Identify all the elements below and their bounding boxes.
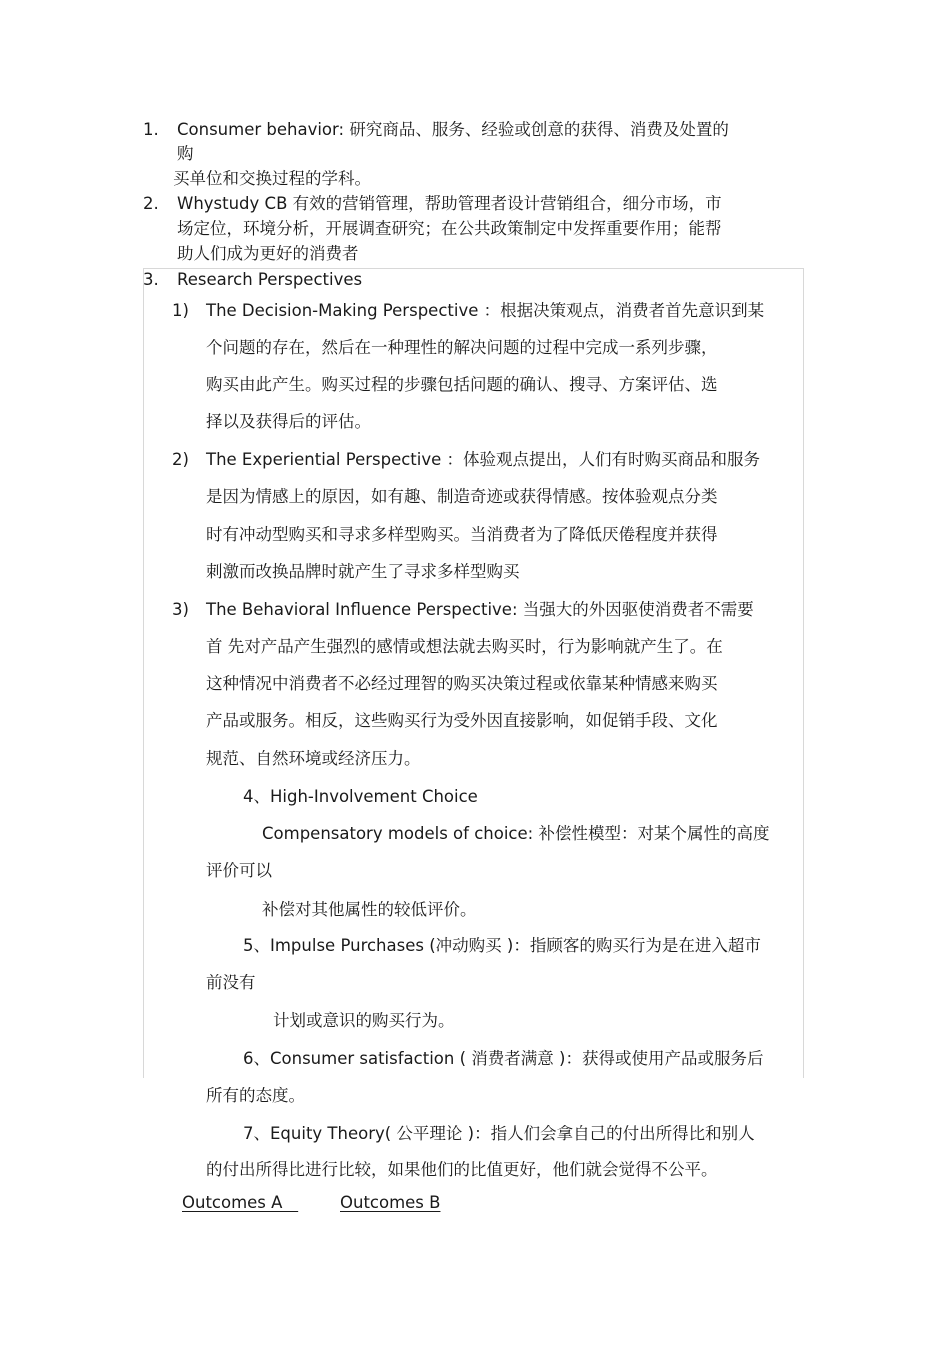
frame-top-line [143,268,804,269]
item4-line1: Compensatory models of choice: 补偿性模型：对某个属性的高度 [262,824,770,843]
item2-line3: 助人们成为更好的消费者 [177,244,359,263]
sub3-line4: 产品或服务。相反，这些购买行为受外因直接影响，如促销手段、文化 [206,711,718,730]
item4-line3: 补偿对其他属性的较低评价。 [262,900,477,919]
item2-line2: 场定位，环境分析，开展调查研究；在公共政策制定中发挥重要作用；能帮 [177,219,722,238]
outcomes-b: Outcomes B [340,1193,441,1212]
item5-line1: 5、Impulse Purchases (冲动购买 )：指顾客的购买行为是在进入超市 [243,936,761,955]
item4-line2: 评价可以 [206,861,272,880]
item5-line2: 前没有 [206,973,256,992]
item4-title: 4、High-Involvement Choice [243,787,478,806]
sub3-number: 3) [172,600,189,619]
item5-line3: 计划或意识的购买行为。 [273,1011,455,1030]
item3-number: 3. [143,270,159,289]
sub3-line2: 首 先对产品产生强烈的感情或想法就去购买时，行为影响就产生了。在 [206,637,723,656]
frame-left-line [143,268,144,1078]
sub1-line2: 个问题的存在，然后在一种理性的解决问题的过程中完成一系列步骤， [206,338,718,357]
sub1-line3: 购买由此产生。购买过程的步骤包括问题的确认、搜寻、方案评估、选 [206,375,718,394]
sub2-line3: 时有冲动型购买和寻求多样型购买。当消费者为了降低厌倦程度并获得 [206,525,718,544]
sub3-line3: 这种情况中消费者不必经过理智的购买决策过程或依靠某种情感来购买 [206,674,718,693]
sub1-line1: The Decision-Making Perspective ：根据决策观点，消费者首先意识到某 [206,301,765,320]
item3-title: Research Perspectives [177,270,363,289]
item7-line2: 的付出所得比进行比较，如果他们的比值更好，他们就会觉得不公平。 [206,1160,718,1179]
frame-right-line [803,268,804,1078]
item2-line1: Whystudy CB 有效的营销管理，帮助管理者设计营销组合，细分市场，市 [177,194,722,213]
item6-line2: 所有的态度。 [206,1086,305,1105]
item1-line2: 购 [177,144,194,163]
item6-line1: 6、Consumer satisfaction ( 消费者满意 )：获得或使用产品或服务后 [243,1049,764,1068]
sub2-line2: 是因为情感上的原因，如有趣、制造奇迹或获得情感。按体验观点分类 [206,487,718,506]
item7-line1: 7、Equity Theory( 公平理论 )：指人们会拿自己的付出所得比和别人 [243,1124,755,1143]
item2-number: 2. [143,194,159,213]
sub3-line1: The Behavioral Influence Perspective: 当强大的外因驱使消费者不需要 [206,600,754,619]
sub1-number: 1) [172,301,189,320]
sub2-line1: The Experiential Perspective ：体验观点提出，人们有时购买商品和服务 [206,450,761,469]
sub1-line4: 择以及获得后的评估。 [206,412,371,431]
outcomes-a: Outcomes A [182,1193,299,1212]
sub2-number: 2) [172,450,189,469]
item1-line1: Consumer behavior: 研究商品、服务、经验或创意的获得、消费及处置的 [177,120,729,139]
sub2-line4: 刺激而改换品牌时就产生了寻求多样型购买 [206,562,520,581]
item1-line3: 买单位和交换过程的学科。 [173,169,371,188]
item1-number: 1. [143,120,159,139]
sub3-line5: 规范、自然环境或经济压力。 [206,749,421,768]
